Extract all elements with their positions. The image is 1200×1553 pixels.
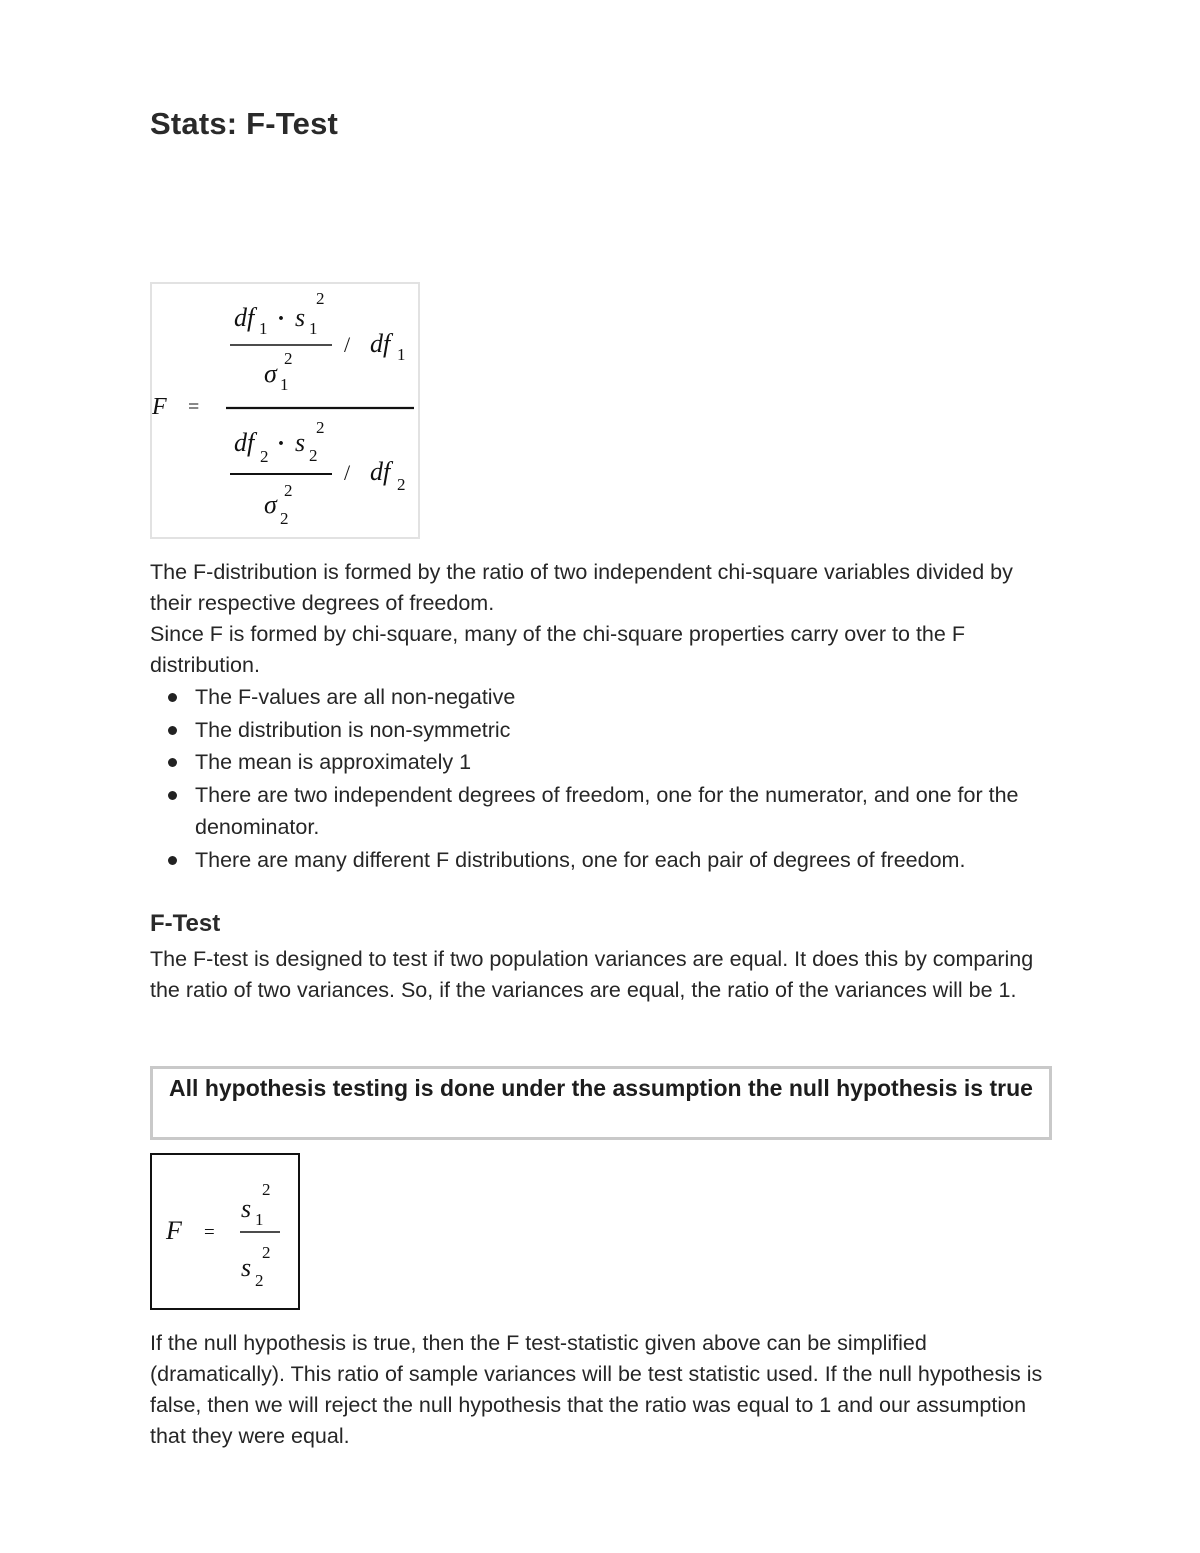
f-distribution-formula-svg — [152, 284, 418, 537]
formula-symbol-f: F — [152, 394, 167, 420]
ftest-heading: F-Test — [150, 910, 221, 937]
bullet-icon — [168, 791, 177, 800]
f-distribution-formula — [150, 282, 420, 539]
formula-df2-denominator: df — [370, 457, 391, 486]
formula-sup-2c: 2 — [316, 418, 325, 437]
null-hypothesis-callout: All hypothesis testing is done under the assumption the null hypothesis is true — [150, 1066, 1052, 1140]
conclusion-paragraph: If the null hypothesis is true, then the F test-statistic given above can be simplified (dramatically). This ratio of sample variances will be test statistic used. If the null hypothesis is false, then we will reject the null hypothesis that the ratio was equal to 1 and our assumption that they were equal. — [150, 1331, 1043, 1448]
ftest-paragraph: The F-test is designed to test if two population variances are equal. It does this by comparing the ratio of two variances. So, if the variances are equal, the ratio of the variances will be 1. — [150, 947, 1034, 1002]
formula-s2: s — [295, 428, 306, 457]
formula-sub-2d: 2 — [397, 475, 406, 494]
formula-sup-2b: 2 — [284, 349, 293, 368]
ftest-description — [150, 944, 1052, 1006]
formula-small-f: F — [166, 1216, 182, 1245]
formula-sub-2c: 2 — [280, 509, 289, 528]
list-item — [195, 714, 1052, 747]
formula-sub-1d: 1 — [397, 345, 406, 364]
list-item-text: The distribution is non-symmetric — [195, 717, 511, 742]
formula-sub-2: 2 — [260, 447, 269, 466]
formula-equals: = — [188, 396, 200, 418]
formula-dot-2: · — [277, 431, 286, 457]
bullet-icon — [168, 758, 177, 767]
formula-dot: · — [277, 306, 286, 332]
formula-small-sup-2b: 2 — [262, 1243, 271, 1262]
formula-sub-1: 1 — [259, 319, 268, 338]
f-simplified-formula — [150, 1153, 300, 1310]
intro-paragraph-1: The F-distribution is formed by the ratio of two independent chi-square variables divided by their respective degrees of freedom. — [150, 560, 1013, 615]
formula-df1-denominator: df — [370, 329, 391, 358]
conclusion-text — [150, 1328, 1052, 1452]
formula-small-s2: s — [241, 1253, 252, 1282]
list-item-text: There are many different F distributions, one for each pair of degrees of freedom. — [195, 847, 966, 872]
bullet-icon — [168, 726, 177, 735]
intro-text — [150, 557, 1052, 681]
list-item-text: There are two independent degrees of freedom, one for the numerator, and one for the denominator. — [195, 782, 1019, 839]
formula-small-sub-1: 1 — [255, 1210, 264, 1229]
intro-paragraph-2: Since F is formed by chi-square, many of the chi-square properties carry over to the F distribution. — [150, 622, 965, 677]
formula-small-sub-2: 2 — [255, 1271, 264, 1290]
formula-sub-1b: 1 — [309, 319, 318, 338]
formula-sigma1: σ — [264, 359, 277, 388]
formula-sup-2: 2 — [316, 289, 325, 308]
f-simplified-formula-svg — [152, 1155, 298, 1308]
list-item — [195, 844, 1052, 877]
formula-small-equals: = — [204, 1222, 215, 1243]
formula-small-sup-2: 2 — [262, 1180, 271, 1199]
formula-slash-2: / — [344, 460, 351, 485]
list-item-text: The F-values are all non-negative — [195, 685, 516, 709]
formula-small-s1: s — [241, 1194, 252, 1223]
list-item-text: The mean is approximately 1 — [195, 750, 472, 774]
formula-slash: / — [344, 332, 351, 357]
bullet-icon — [168, 856, 177, 865]
list-item — [195, 681, 1052, 714]
formula-sub-1c: 1 — [280, 375, 289, 394]
formula-s1: s — [295, 303, 306, 332]
formula-sup-2d: 2 — [284, 481, 293, 500]
formula-sigma2: σ — [264, 490, 277, 519]
page-title: Stats: F-Test — [150, 106, 339, 141]
formula-sub-2b: 2 — [309, 446, 318, 465]
properties-list — [150, 681, 1052, 876]
list-item — [195, 779, 1052, 844]
formula-df2: df — [234, 428, 255, 457]
list-item — [195, 746, 1052, 779]
bullet-icon — [168, 693, 177, 702]
formula-df1: df — [234, 303, 255, 332]
